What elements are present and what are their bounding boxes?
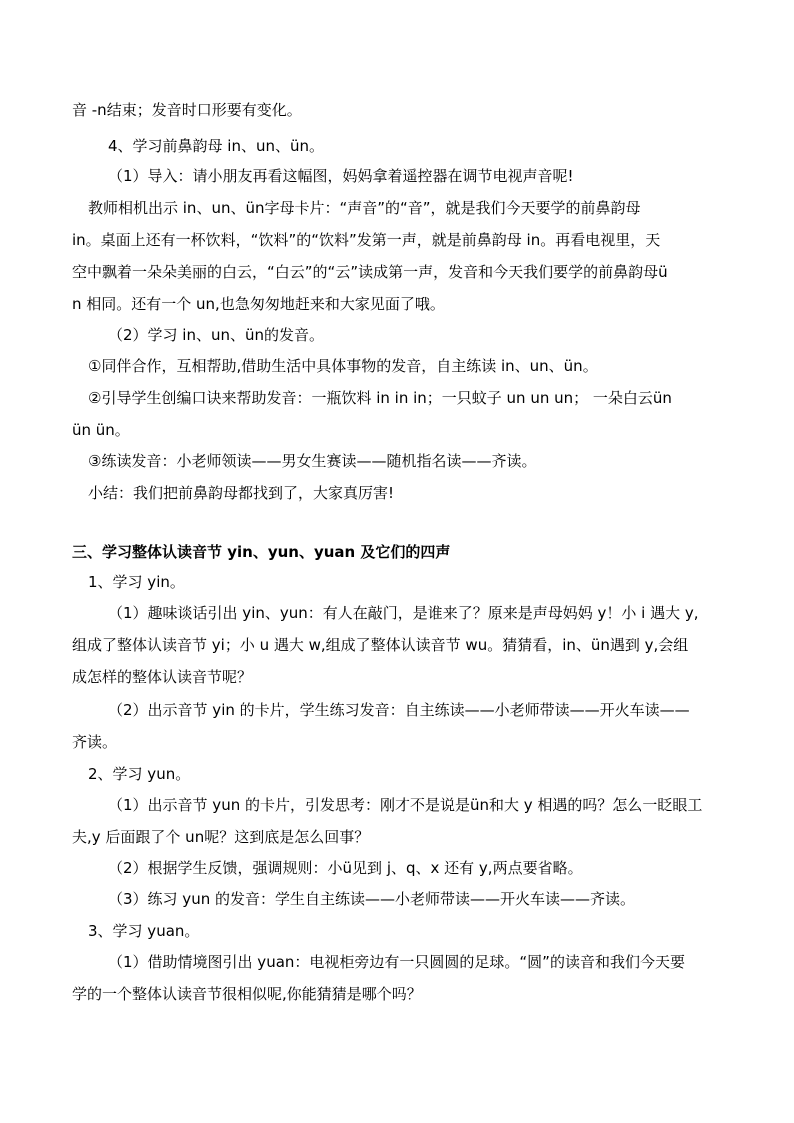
text-line: ①同伴合作，互相帮助,借助生活中具体事物的发音，自主练读 in、un、ün。 [88, 357, 598, 375]
text-line: （1）导入：请小朋友再看这幅图，妈妈拿着遥控器在调节电视声音呢! [108, 167, 574, 185]
text-line: 教师相机出示 in、un、ün字母卡片：“声音”的“音”，就是我们今天要学的前鼻韵母 [88, 199, 641, 217]
text-line: ③练读发音：小老师领读——男女生赛读——随机指名读——齐读。 [88, 452, 537, 470]
text-line: ②引导学生创编口诀来帮助发音：一瓶饮料 in in in；一只蚊子 un un un； 一朵白云ün [88, 389, 672, 407]
text-line: 音 -n结束；发音时口形要有变化。 [72, 101, 302, 119]
text-line: （2）学习 in、un、ün的发音。 [108, 326, 325, 344]
subsection-heading: 3、学习 yuan。 [88, 922, 200, 940]
subsection-heading: 2、学习 yun。 [88, 765, 191, 783]
text-line: in。桌面上还有一杯饮料，“饮料”的“饮料”发第一声，就是前鼻韵母 in。再看电视里，天 [72, 231, 661, 249]
text-line: 组成了整体认读音节 yi；小 u 遇大 w,组成了整体认读音节 wu。猜猜看，in、ün遇到 y,会组 [72, 636, 689, 654]
text-line: （2）根据学生反馈，强调规则：小ü见到 j、q、x 还有 y,两点要省略。 [108, 859, 583, 877]
text-line: 学的一个整体认读音节很相似呢,你能猜猜是哪个吗？ [72, 985, 422, 1003]
text-line: （2）出示音节 yin 的卡片，学生练习发音：自主练读——小老师带读——开火车读—— [108, 701, 690, 719]
text-line: ün ün。 [72, 421, 130, 439]
text-line: n 相同。还有一个 un,也急匆匆地赶来和大家见面了哦。 [72, 295, 445, 313]
text-line: 成怎样的整体认读音节呢？ [72, 668, 253, 686]
section-heading: 三、学习整体认读音节 yin、yun、yuan 及它们的四声 [72, 543, 451, 561]
summary-line: 小结：我们把前鼻韵母都找到了，大家真厉害! [88, 484, 395, 502]
subsection-heading: 1、学习 yin。 [88, 573, 185, 591]
text-line: 齐读。 [72, 733, 118, 751]
text-line: 空中飘着一朵朵美丽的白云，“白云”的“云”读成第一声，发音和今天我们要学的前鼻韵母ü [72, 263, 668, 281]
text-line: （1）借助情境图引出 yuan：电视柜旁边有一只圆圆的足球。“圆”的读音和我们今天要 [108, 953, 685, 971]
text-line: （3）练习 yun 的发音：学生自主练读——小老师带读——开火车读——齐读。 [108, 890, 635, 908]
text-line: （1）趣味谈话引出 yin、yun：有人在敲门，是谁来了？原来是声母妈妈 y！小 i 遇大 y, [108, 604, 699, 622]
section-heading: 4、学习前鼻韵母 in、un、ün。 [108, 137, 325, 155]
text-line: （1）出示音节 yun 的卡片，引发思考：刚才不是说是ün和大 y 相遇的吗？怎么一眨眼工 [108, 796, 703, 814]
text-line: 夫,y 后面跟了个 un呢？这到底是怎么回事？ [72, 828, 370, 846]
